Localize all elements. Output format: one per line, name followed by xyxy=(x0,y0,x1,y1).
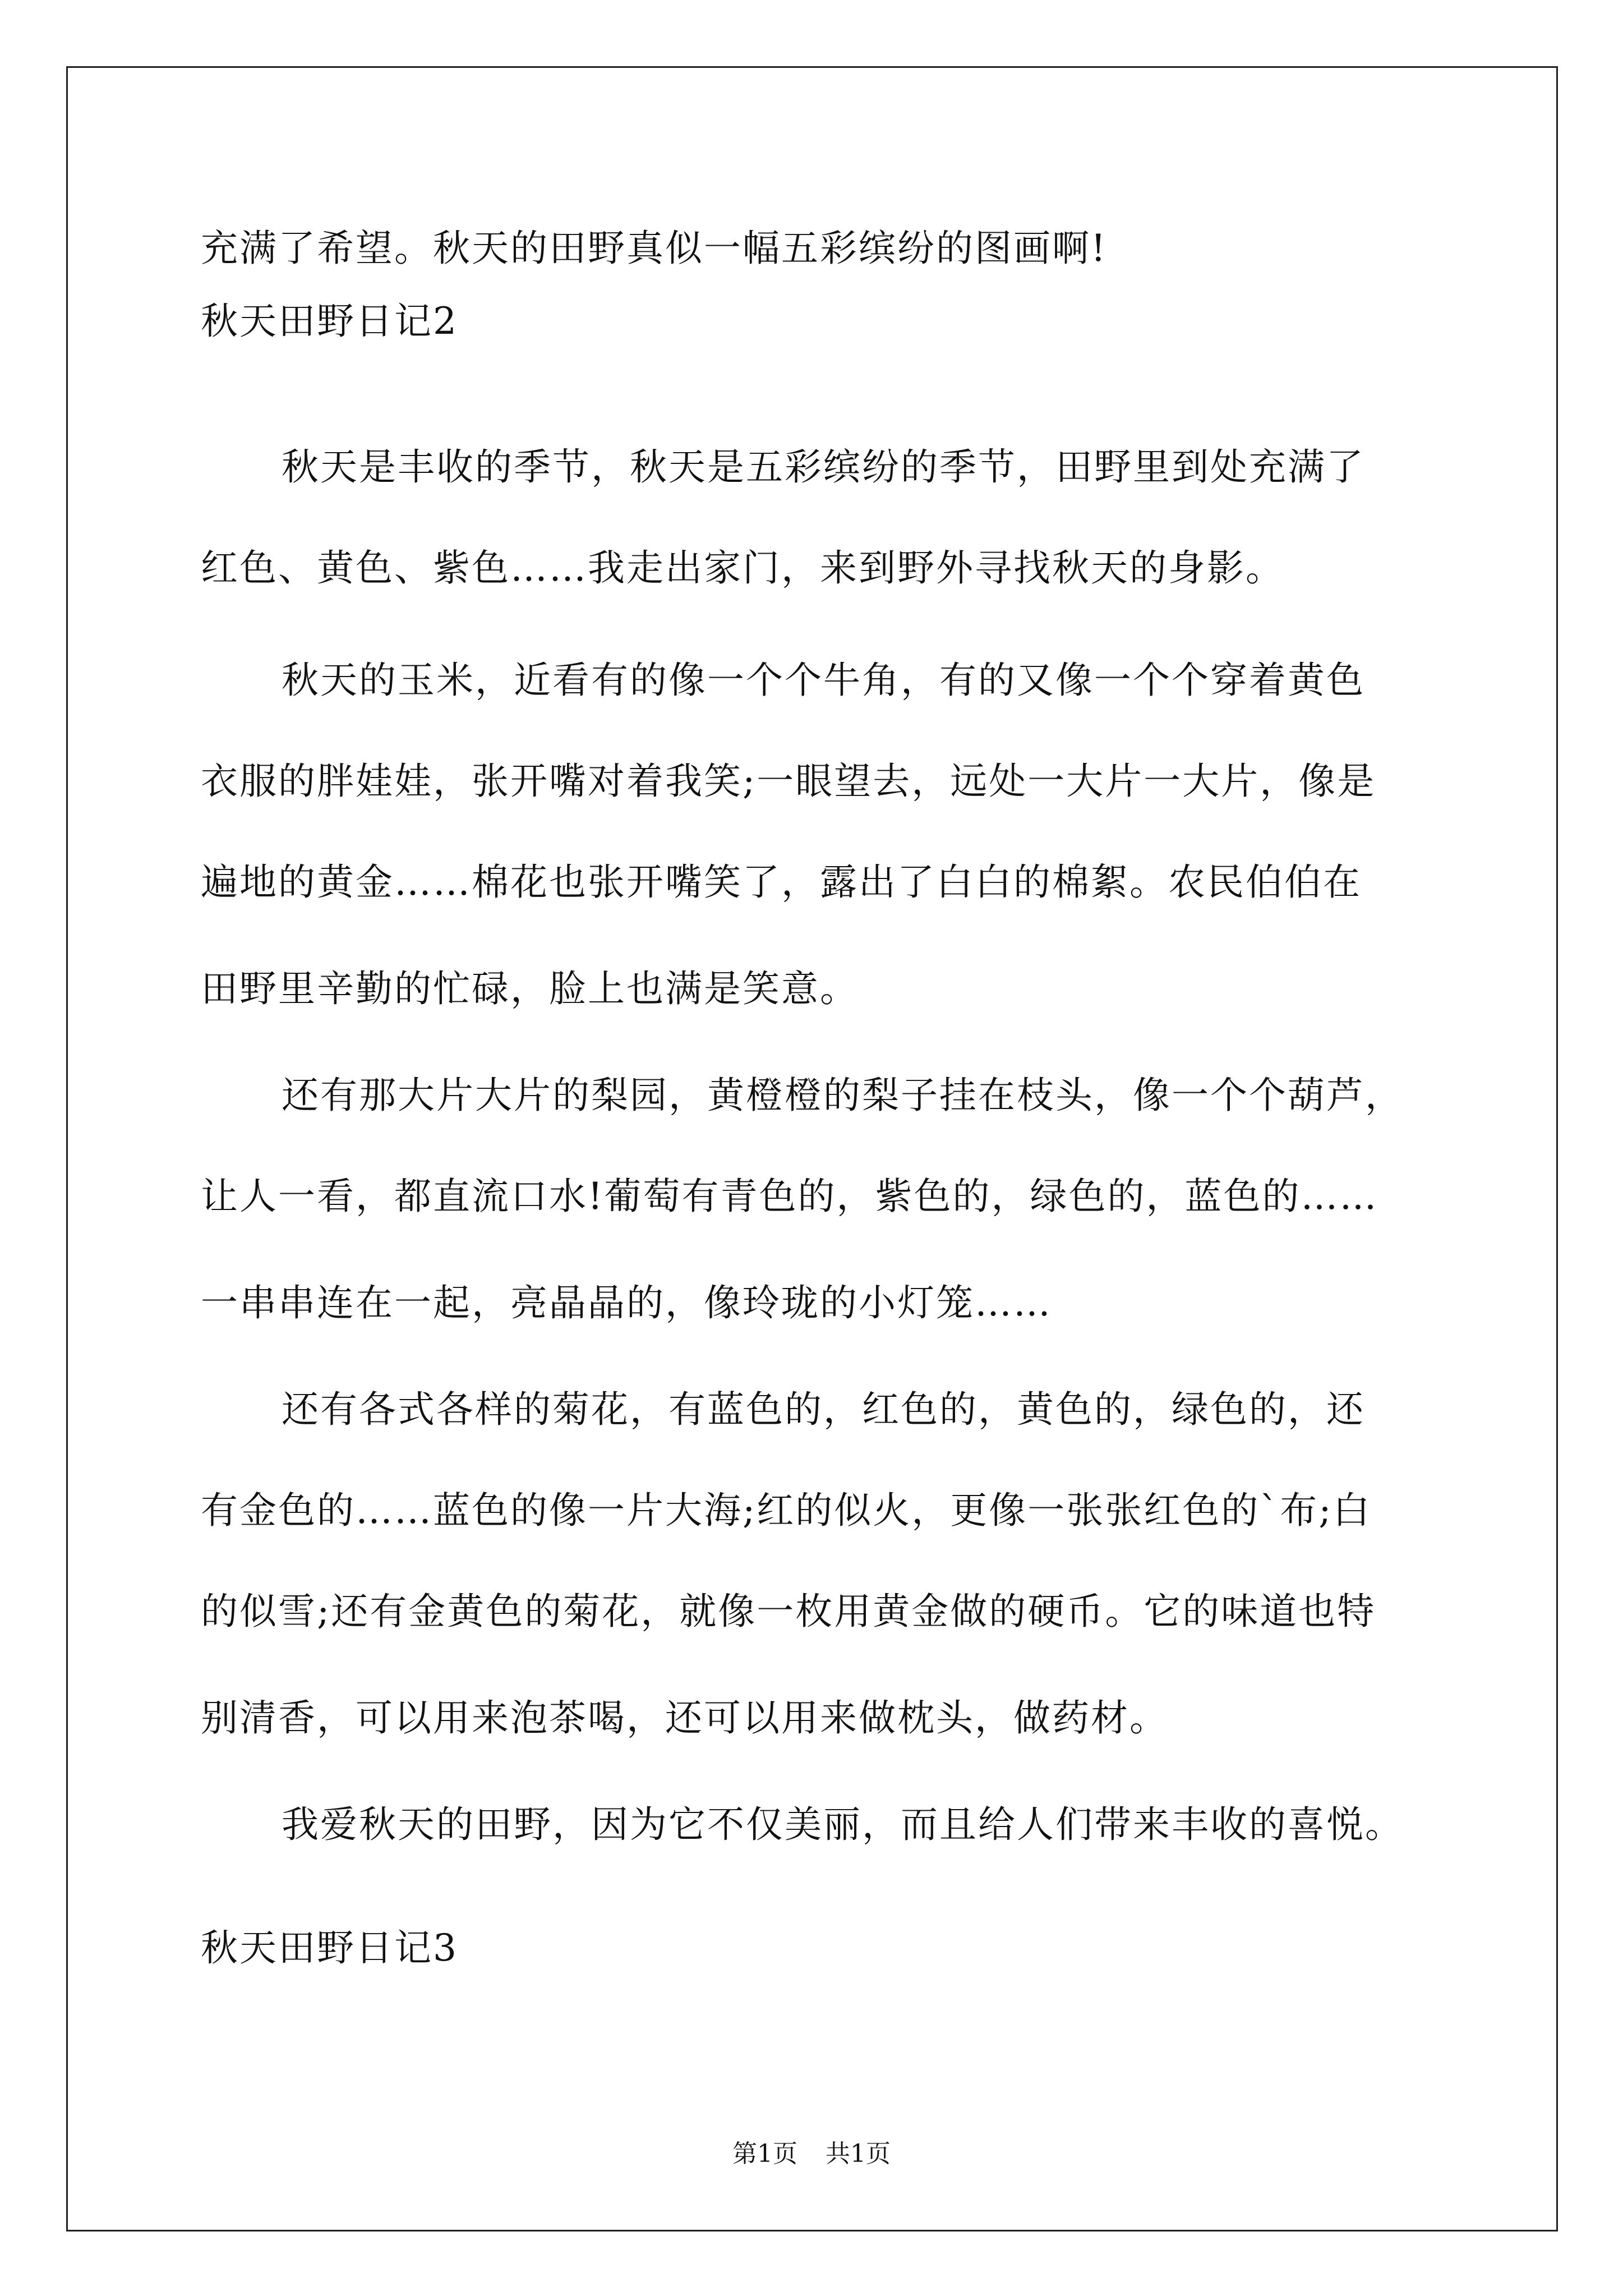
text-line: 还有各式各样的菊花，有蓝色的，红色的，黄色的，绿色的，还 xyxy=(282,1388,1365,1431)
text-line: 田野里辛勤的忙碌，脸上也满是笑意。 xyxy=(201,967,859,1010)
text-line: 遍地的黄金……棉花也张开嘴笑了，露出了白白的棉絮。农民伯伯在 xyxy=(201,861,1362,904)
text-line: 的似雪;还有金黄色的菊花，就像一枚用黄金做的硬币。它的味道也特 xyxy=(201,1590,1376,1633)
text-line: 有金色的……蓝色的像一片大海;红的似火，更像一张张红色的`布;白 xyxy=(201,1489,1372,1532)
text-line: 让人一看，都直流口水!葡萄有青色的，紫色的，绿色的，蓝色的…… xyxy=(201,1175,1378,1218)
text-line: 秋天是丰收的季节，秋天是五彩缤纷的季节，田野里到处充满了 xyxy=(282,445,1365,489)
page-border xyxy=(66,66,1558,2231)
text-line: 衣服的胖娃娃，张开嘴对着我笑;一眼望去，远处一大片一大片，像是 xyxy=(201,760,1376,803)
page-footer xyxy=(0,2137,1623,2171)
text-line: 红色、黄色、紫色……我走出家门，来到野外寻找秋天的身影。 xyxy=(201,546,1284,590)
text-line: 秋天的玉米，近看有的像一个个牛角，有的又像一个个穿着黄色 xyxy=(282,659,1365,702)
text-line: 充满了希望。秋天的田野真似一幅五彩缤纷的图画啊! xyxy=(201,227,1108,270)
text-line: 我爱秋天的田野，因为它不仅美丽，而且给人们带来丰收的喜悦。 xyxy=(282,1803,1404,1846)
page-total: 共1页 xyxy=(826,2139,891,2168)
text-line: 别清香，可以用来泡茶喝，还可以用来做枕头，做药材。 xyxy=(201,1696,1168,1740)
section-heading: 秋天田野日记3 xyxy=(201,1926,458,1970)
text-line: 还有那大片大片的梨园，黄橙橙的梨子挂在枝头，像一个个葫芦， xyxy=(282,1074,1404,1117)
text-line: 一串串连在一起，亮晶晶的，像玲珑的小灯笼…… xyxy=(201,1281,1052,1324)
section-heading: 秋天田野日记2 xyxy=(201,300,458,343)
page-number: 第1页 xyxy=(732,2139,797,2168)
